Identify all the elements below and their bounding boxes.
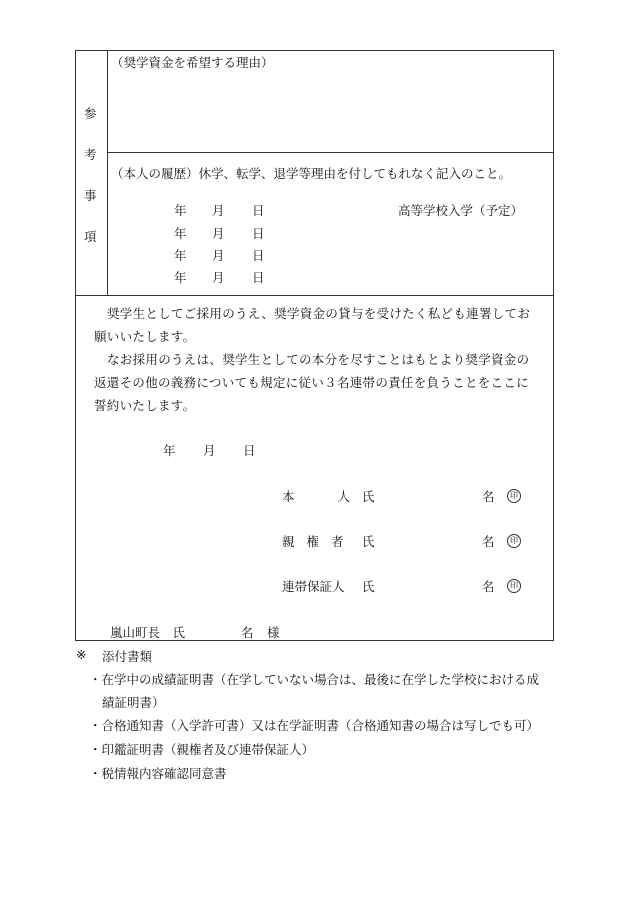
date-row-3-month: 月	[212, 248, 225, 263]
attachment-item: ・合格通知書（入学許可書）又は在学証明書（合格通知書の場合は写しでも可）	[89, 718, 540, 733]
table-top-border	[75, 50, 554, 51]
date-row-3-day: 日	[252, 248, 265, 263]
attachments-heading: 添付書類	[102, 649, 153, 664]
pledge-date-month: 月	[203, 443, 216, 458]
date-row-1-month: 月	[212, 203, 225, 218]
pledge-date-day: 日	[243, 443, 256, 458]
reason-label: （奨学資金を希望する理由）	[111, 55, 274, 70]
signer-mei: 名	[482, 579, 495, 594]
date-row-3-year: 年	[174, 248, 187, 263]
addressee-sama: 様	[267, 625, 280, 640]
signer-shi: 氏	[362, 534, 375, 549]
attachment-item-continuation: 績証明書）	[102, 695, 165, 710]
reference-pledge-divider	[75, 295, 554, 296]
seal-icon: 印	[507, 579, 521, 593]
signer-shi: 氏	[362, 489, 375, 504]
pledge-date-year: 年	[163, 443, 176, 458]
seal-mark	[507, 577, 521, 593]
attachment-item: ・在学中の成績証明書（在学していない場合は、最後に在学した学校における成	[89, 672, 540, 687]
reference-label-char-3: 事	[84, 188, 97, 203]
date-row-2-day: 日	[252, 226, 265, 241]
reason-history-divider	[107, 152, 554, 153]
date-row-2-year: 年	[174, 226, 187, 241]
date-row-4-month: 月	[212, 270, 225, 285]
date-row-2-month: 月	[212, 226, 225, 241]
signer-mei: 名	[482, 489, 495, 504]
seal-mark	[507, 487, 521, 503]
label-column-divider	[107, 50, 108, 295]
history-label: （本人の履歴）休学、転学、退学等理由を付してもれなく記入のこと。	[111, 166, 512, 181]
date-row-1-year: 年	[174, 203, 187, 218]
signer-role: 親 権 者	[282, 534, 348, 549]
pledge-paragraph-2: なお採用のうえは、奨学生としての本分を尽すことはもとより奨学資金の返還その他の義務についても規定に従い３名連帯の責任を負うことをここに誓約いたします。	[94, 352, 530, 413]
reference-label-char-2: 考	[84, 147, 97, 162]
seal-icon: 印	[507, 534, 521, 548]
date-row-4-day: 日	[252, 270, 265, 285]
seal-icon: 印	[507, 489, 521, 503]
addressee-title: 嵐山町長 氏	[110, 625, 186, 640]
reference-label-char-1: 参	[84, 106, 97, 121]
seal-mark	[507, 532, 521, 548]
signer-mei: 名	[482, 534, 495, 549]
reference-label-char-4: 項	[84, 229, 97, 244]
signer-shi: 氏	[362, 579, 375, 594]
date-row-1-note: 高等学校入学（予定）	[398, 203, 524, 218]
pledge-paragraph-1: 奨学生としてご採用のうえ、奨学資金の貸与を受けたく私ども連署してお願いいたします。	[94, 306, 531, 344]
attachments-mark: ※	[76, 647, 87, 662]
table-right-border	[553, 50, 554, 641]
attachment-item: ・税情報内容確認同意書	[89, 766, 227, 781]
attachment-item: ・印鑑証明書（親権者及び連帯保証人）	[89, 742, 315, 757]
addressee-mei: 名	[241, 625, 254, 640]
table-left-border	[75, 50, 76, 641]
date-row-4-year: 年	[174, 270, 187, 285]
signer-role: 連帯保証人	[282, 579, 345, 594]
signer-role: 本 人	[282, 489, 357, 504]
date-row-1-day: 日	[252, 203, 265, 218]
